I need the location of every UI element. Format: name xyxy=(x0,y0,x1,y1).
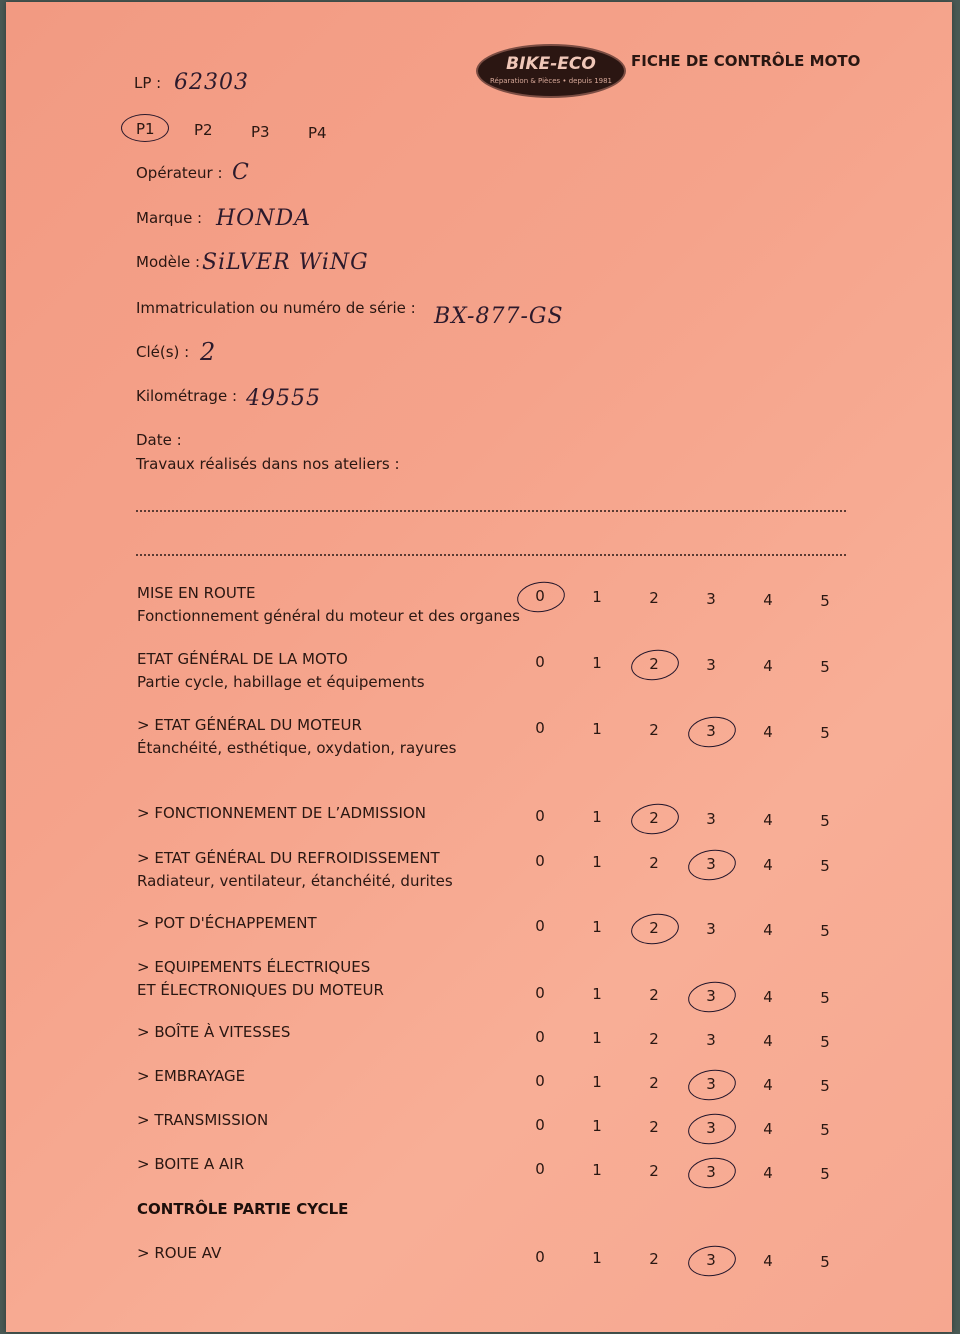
date-label: Date : xyxy=(136,431,182,449)
score-option-0: 0 xyxy=(535,1028,545,1046)
score-option-5: 5 xyxy=(820,1120,830,1139)
score-option-1: 1 xyxy=(592,1160,602,1179)
score-option-3: 3 xyxy=(706,1250,716,1269)
kilometrage-value: 49555 xyxy=(246,386,321,411)
score-option-4: 4 xyxy=(763,722,773,741)
row-title: > TRANSMISSION xyxy=(137,1111,269,1129)
score-option-5: 5 xyxy=(820,1032,830,1051)
score-option-4: 4 xyxy=(763,590,773,609)
score-option-3: 3 xyxy=(706,655,716,674)
operateur-value: C xyxy=(232,160,250,185)
score-option-5: 5 xyxy=(820,856,830,875)
score-option-0: 0 xyxy=(535,719,545,737)
score-option-1: 1 xyxy=(592,719,602,738)
position-p2: P2 xyxy=(194,121,213,139)
bike-eco-logo xyxy=(476,44,626,98)
score-option-5: 5 xyxy=(820,723,830,742)
modele-label: Modèle : xyxy=(136,253,201,271)
score-option-4: 4 xyxy=(763,810,773,829)
score-option-0: 0 xyxy=(535,653,545,671)
lp-value: 62303 xyxy=(174,70,249,95)
score-option-3: 3 xyxy=(706,1118,716,1137)
score-option-1: 1 xyxy=(592,1116,602,1135)
score-option-5: 5 xyxy=(820,811,830,830)
score-option-5: 5 xyxy=(820,1076,830,1095)
score-option-3: 3 xyxy=(706,919,716,938)
score-option-1: 1 xyxy=(592,917,602,936)
score-option-5: 5 xyxy=(820,657,830,676)
selected-score-circle xyxy=(629,647,681,683)
immat-value: BX-877-GS xyxy=(434,304,564,329)
document-title: FICHE DE CONTRÔLE MOTO xyxy=(631,52,861,70)
score-option-3: 3 xyxy=(706,589,716,608)
row-title: ETAT GÉNÉRAL DE LA MOTO xyxy=(137,650,348,668)
score-option-5: 5 xyxy=(820,1164,830,1183)
score-option-1: 1 xyxy=(592,1028,602,1047)
score-option-1: 1 xyxy=(592,984,602,1003)
row-title: > ROUE AV xyxy=(137,1244,222,1262)
row-title: > POT D'ÉCHAPPEMENT xyxy=(137,914,317,932)
row-subtitle: Radiateur, ventilateur, étanchéité, durites xyxy=(137,872,453,890)
score-option-0: 0 xyxy=(535,1072,545,1090)
score-option-5: 5 xyxy=(820,921,830,940)
position-p4: P4 xyxy=(308,124,327,142)
row-title: > ETAT GÉNÉRAL DU REFROIDISSEMENT xyxy=(137,849,440,867)
score-option-2: 2 xyxy=(649,1029,659,1048)
score-option-1: 1 xyxy=(592,1248,602,1267)
score-option-5: 5 xyxy=(820,988,830,1007)
score-option-2: 2 xyxy=(649,918,659,937)
control-sheet xyxy=(6,2,952,1332)
score-option-2: 2 xyxy=(649,720,659,739)
score-option-3: 3 xyxy=(706,809,716,828)
row-title: > FONCTIONNEMENT DE L’ADMISSION xyxy=(137,804,426,822)
selected-score-circle xyxy=(686,846,738,882)
selected-score-circle xyxy=(686,1154,738,1190)
score-option-4: 4 xyxy=(763,987,773,1006)
logo-subtext: Réparation & Pièces • depuis 1981 xyxy=(489,77,613,85)
selected-score-circle xyxy=(686,1110,738,1146)
score-option-1: 1 xyxy=(592,653,602,672)
row-title: > ETAT GÉNÉRAL DU MOTEUR xyxy=(137,716,362,734)
score-option-0: 0 xyxy=(535,587,545,605)
score-option-1: 1 xyxy=(592,1072,602,1091)
position-p1: P1 xyxy=(136,120,155,138)
cles-value: 2 xyxy=(200,338,217,366)
selected-score-circle xyxy=(515,579,567,615)
score-option-0: 0 xyxy=(535,1116,545,1134)
selected-score-circle xyxy=(686,713,738,749)
score-option-3: 3 xyxy=(706,721,716,740)
score-option-0: 0 xyxy=(535,1248,545,1266)
modele-value: SiLVER WiNG xyxy=(202,250,369,275)
row-subtitle: Fonctionnement général du moteur et des organes xyxy=(137,607,520,625)
row-title: > BOÎTE À VITESSES xyxy=(137,1023,291,1041)
selected-score-circle xyxy=(686,1242,738,1278)
score-option-0: 0 xyxy=(535,807,545,825)
score-option-3: 3 xyxy=(706,1074,716,1093)
marque-label: Marque : xyxy=(136,209,203,227)
score-option-0: 0 xyxy=(535,852,545,870)
score-option-4: 4 xyxy=(763,1251,773,1270)
logo-text: BIKE-ECO xyxy=(506,54,596,74)
row-subtitle: Partie cycle, habillage et équipements xyxy=(137,673,425,691)
position-p3: P3 xyxy=(251,123,270,141)
row-title: > BOITE A AIR xyxy=(137,1155,245,1173)
section-title-partie-cycle: CONTRÔLE PARTIE CYCLE xyxy=(137,1200,349,1218)
score-option-4: 4 xyxy=(763,656,773,675)
row-title: > EQUIPEMENTS ÉLECTRIQUES xyxy=(137,958,371,976)
row-title: > EMBRAYAGE xyxy=(137,1067,246,1085)
score-option-2: 2 xyxy=(649,808,659,827)
row-subtitle: Étanchéité, esthétique, oxydation, rayures xyxy=(137,739,457,757)
travaux-label: Travaux réalisés dans nos ateliers : xyxy=(136,455,400,473)
score-option-3: 3 xyxy=(706,986,716,1005)
score-option-5: 5 xyxy=(820,1252,830,1271)
immat-label: Immatriculation ou numéro de série : xyxy=(136,299,416,317)
score-option-4: 4 xyxy=(763,1119,773,1138)
row-title: MISE EN ROUTE xyxy=(137,584,256,602)
score-option-2: 2 xyxy=(649,1161,659,1180)
row-subtitle: ET ÉLECTRONIQUES DU MOTEUR xyxy=(137,981,384,999)
score-option-1: 1 xyxy=(592,587,602,606)
operateur-label: Opérateur : xyxy=(136,164,223,182)
score-option-2: 2 xyxy=(649,1073,659,1092)
marque-value: HONDA xyxy=(216,206,311,231)
score-option-1: 1 xyxy=(592,852,602,871)
dotted-line xyxy=(136,510,846,512)
score-option-4: 4 xyxy=(763,1163,773,1182)
score-option-5: 5 xyxy=(820,591,830,610)
selected-score-circle xyxy=(686,978,738,1014)
score-option-0: 0 xyxy=(535,1160,545,1178)
score-option-0: 0 xyxy=(535,984,545,1002)
score-option-2: 2 xyxy=(649,853,659,872)
selected-score-circle xyxy=(629,911,681,947)
score-option-4: 4 xyxy=(763,920,773,939)
score-option-4: 4 xyxy=(763,855,773,874)
dotted-line xyxy=(136,554,846,556)
score-option-1: 1 xyxy=(592,807,602,826)
selected-score-circle xyxy=(686,1066,738,1102)
score-option-0: 0 xyxy=(535,917,545,935)
selected-score-circle xyxy=(629,801,681,837)
score-option-2: 2 xyxy=(649,1117,659,1136)
kilometrage-label: Kilométrage : xyxy=(136,387,238,405)
score-option-3: 3 xyxy=(706,1030,716,1049)
lp-label: LP : xyxy=(134,74,162,92)
score-option-2: 2 xyxy=(649,1249,659,1268)
score-option-2: 2 xyxy=(649,588,659,607)
score-option-3: 3 xyxy=(706,1162,716,1181)
score-option-4: 4 xyxy=(763,1075,773,1094)
score-option-2: 2 xyxy=(649,654,659,673)
cles-label: Clé(s) : xyxy=(136,343,190,361)
score-option-4: 4 xyxy=(763,1031,773,1050)
score-option-2: 2 xyxy=(649,985,659,1004)
score-option-3: 3 xyxy=(706,854,716,873)
